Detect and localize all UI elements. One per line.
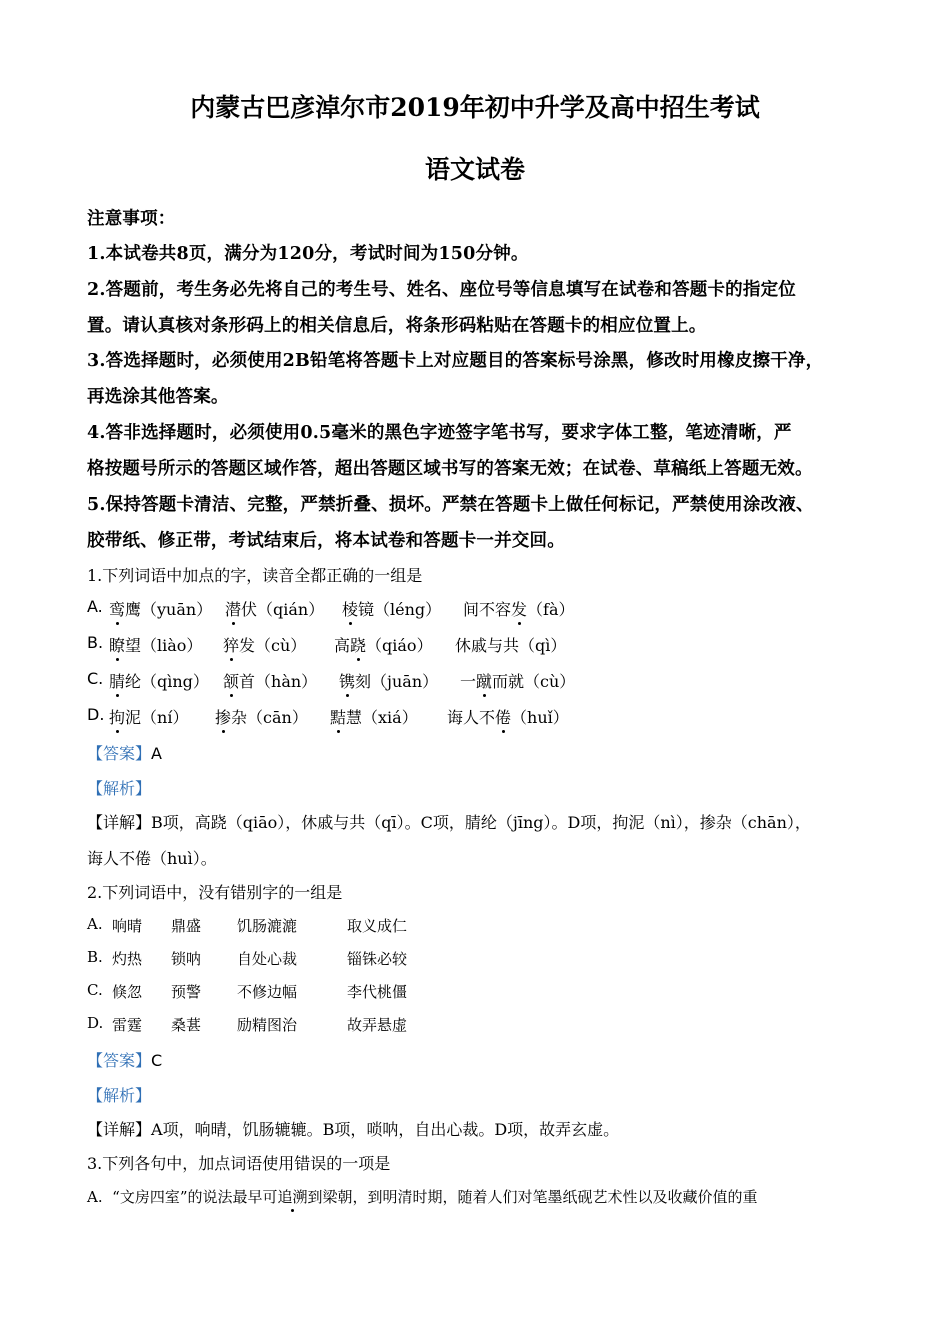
- option-rest: 慧（xiá）: [346, 708, 418, 727]
- question-1-detail-cont: 诲人不倦（huì）。: [87, 849, 217, 868]
- option-word: [342, 597, 441, 620]
- question-1-option-a: [87, 597, 887, 621]
- question-2-answer: [87, 1048, 162, 1071]
- dotted-char: 拘: [109, 708, 126, 727]
- dotted-char: 掺: [215, 708, 232, 727]
- question-1-option-d: [87, 705, 887, 729]
- detail-text: B项，高跷（qiāo），休戚与共（qī）。C项，腈纶（jīng）。D项，拘泥（nì），掺杂（chān），: [151, 813, 811, 832]
- option-word: [109, 669, 209, 692]
- option-word: 倏忽: [112, 983, 143, 1001]
- notice-line: 1.本试卷共8页，满分为120分，考试时间为150分钟。: [87, 244, 529, 264]
- question-2-detail: [87, 1117, 619, 1140]
- dotted-char: 潜: [225, 600, 242, 619]
- option-rest: 纶（qìng）: [125, 672, 209, 691]
- option-rest: 一: [460, 672, 477, 691]
- option-word: [339, 669, 438, 692]
- answer-tag: 【答案】: [87, 744, 152, 763]
- option-word: 李代桃僵: [347, 983, 408, 1001]
- notice-line: 3.答选择题时，必须使用2B铅笔将答题卡上对应题目的答案标号涂黑，修改时用橡皮擦干净，: [87, 351, 824, 371]
- dotted-char: 镌: [339, 672, 356, 691]
- option-word: 预警: [171, 983, 202, 1001]
- option-word: 休戚与共（qì）: [455, 636, 567, 655]
- dotted-char: 黠: [330, 708, 347, 727]
- dotted-char: 鸾: [109, 600, 126, 619]
- option-word: [463, 597, 575, 620]
- dotted-char: 猝: [223, 636, 240, 655]
- option-label: C.: [87, 981, 103, 999]
- option-label: A.: [87, 597, 103, 616]
- option-word: [223, 633, 306, 656]
- option-word: 响晴: [112, 917, 143, 935]
- answer-tag: 【答案】: [87, 1051, 152, 1070]
- answer-value: A: [151, 744, 162, 763]
- option-word: 灼热: [112, 950, 143, 968]
- option-rest: 而就（cù）: [492, 672, 576, 691]
- option-rest: 发（cù）: [239, 636, 307, 655]
- option-label: B.: [87, 633, 104, 652]
- option-word: [109, 633, 202, 656]
- option-rest: 刻（juān）: [355, 672, 439, 691]
- question-1-detail: [87, 810, 811, 833]
- option-word: 锁呐: [171, 950, 202, 968]
- notice-line: 再选涂其他答案。: [87, 387, 229, 407]
- question-2-option-b: [87, 948, 887, 970]
- notice-line: 胶带纸、修正带，考试结束后，将本试卷和答题卡一并交回。: [87, 531, 565, 551]
- option-rest: （qiáo）: [366, 636, 433, 655]
- notice-line: 格按题号所示的答题区域作答，超出答题区域书写的答案无效；在试卷、草稿纸上答题无效。: [87, 459, 813, 479]
- detail-tag: 【详解】: [87, 813, 152, 832]
- question-1-analysis-tag: 【解析】: [87, 779, 152, 798]
- option-label: D.: [87, 1014, 104, 1032]
- detail-tag: 【详解】: [87, 1120, 152, 1139]
- dotted-char: 瞭: [109, 636, 126, 655]
- option-word: [109, 705, 188, 728]
- option-text: “文房四室”的说法最早可: [112, 1188, 278, 1206]
- option-text: 到梁朝，到明清时期，随着人们对笔墨纸砚艺术性以及收藏价值的重: [307, 1188, 758, 1206]
- option-word: [447, 705, 569, 728]
- question-1-option-b: [87, 633, 887, 657]
- notice-heading: 注意事项：: [87, 209, 176, 229]
- option-word: 锱铢必较: [347, 950, 408, 968]
- option-word: 鼎盛: [171, 917, 202, 935]
- option-rest: 间不容: [463, 600, 512, 619]
- option-word: 雷霆: [112, 1016, 143, 1034]
- question-2-option-d: [87, 1014, 887, 1036]
- notice-line: 置。请认真核对条形码上的相关信息后，将条形码粘贴在答题卡的相应位置上。: [87, 316, 707, 336]
- dotted-char: 发: [511, 600, 528, 619]
- exam-title: 内蒙古巴彦淖尔市2019年初中升学及高中招生考试: [190, 93, 760, 122]
- option-word: 故弄悬虚: [347, 1016, 408, 1034]
- option-word: 桑葚: [171, 1016, 202, 1034]
- question-2-analysis-tag: 【解析】: [87, 1086, 152, 1105]
- option-word: [225, 597, 324, 620]
- answer-value: C: [151, 1051, 163, 1070]
- dotted-char: 跷: [350, 636, 367, 655]
- dotted-char: 棱: [342, 600, 359, 619]
- dotted-word: 追溯: [277, 1188, 308, 1206]
- option-word: [223, 669, 317, 692]
- option-rest: 镜（léng）: [358, 600, 442, 619]
- option-label: C.: [87, 669, 104, 688]
- option-word: [460, 669, 575, 692]
- option-label: B.: [87, 948, 103, 966]
- option-word: [109, 597, 212, 620]
- option-rest: 诲人不: [447, 708, 496, 727]
- question-2-option-c: [87, 981, 887, 1003]
- dotted-char: 倦: [495, 708, 512, 727]
- option-rest: 鹰（yuān）: [125, 600, 213, 619]
- option-label: A.: [87, 915, 103, 933]
- question-1-option-c: [87, 669, 887, 693]
- question-3-stem: 3.下列各句中，加点词语使用错误的一项是: [87, 1154, 391, 1173]
- option-word: 不修边幅: [237, 983, 298, 1001]
- option-rest: 杂（cān）: [231, 708, 308, 727]
- option-rest: （fà）: [527, 600, 575, 619]
- option-rest: 首（hàn）: [239, 672, 318, 691]
- option-rest: 望（liào）: [125, 636, 203, 655]
- option-rest: 高: [334, 636, 351, 655]
- option-rest: 伏（qián）: [241, 600, 325, 619]
- dotted-char: 颔: [223, 672, 240, 691]
- question-2-option-a: [87, 915, 887, 937]
- option-word: 自处心裁: [237, 950, 298, 968]
- option-rest: （huǐ）: [511, 708, 569, 727]
- question-2-stem: 2.下列词语中，没有错别字的一组是: [87, 883, 343, 902]
- dotted-char: 蹴: [476, 672, 493, 691]
- option-word: 饥肠漉漉: [237, 917, 298, 935]
- option-rest: 泥（ní）: [125, 708, 189, 727]
- option-label: D.: [87, 705, 105, 724]
- question-1-stem: 1.下列词语中加点的字，读音全都正确的一组是: [87, 566, 423, 585]
- detail-text: A项，响晴，饥肠辘辘。B项，唢呐，自出心裁。D项，故弄玄虚。: [151, 1120, 620, 1139]
- notice-line: 5.保持答题卡清洁、完整，严禁折叠、损坏。严禁在答题卡上做任何标记，严禁使用涂改液、: [87, 495, 814, 515]
- option-label: A.: [87, 1188, 103, 1206]
- option-word: [330, 705, 418, 728]
- exam-subtitle: 语文试卷: [424, 155, 525, 184]
- notice-line: 4.答非选择题时，必须使用0.5毫米的黑色字迹签字笔书写，要求字体工整，笔迹清晰，严: [87, 423, 792, 443]
- option-word: [215, 705, 308, 728]
- question-1-answer: [87, 741, 162, 764]
- option-word: 励精图治: [237, 1016, 298, 1034]
- question-3-option-a: [87, 1186, 758, 1207]
- dotted-char: 腈: [109, 672, 126, 691]
- option-word: [334, 633, 433, 656]
- notice-line: 2.答题前，考生务必先将自己的考生号、姓名、座位号等信息填写在试卷和答题卡的指定位: [87, 280, 796, 300]
- option-word: 取义成仁: [347, 917, 408, 935]
